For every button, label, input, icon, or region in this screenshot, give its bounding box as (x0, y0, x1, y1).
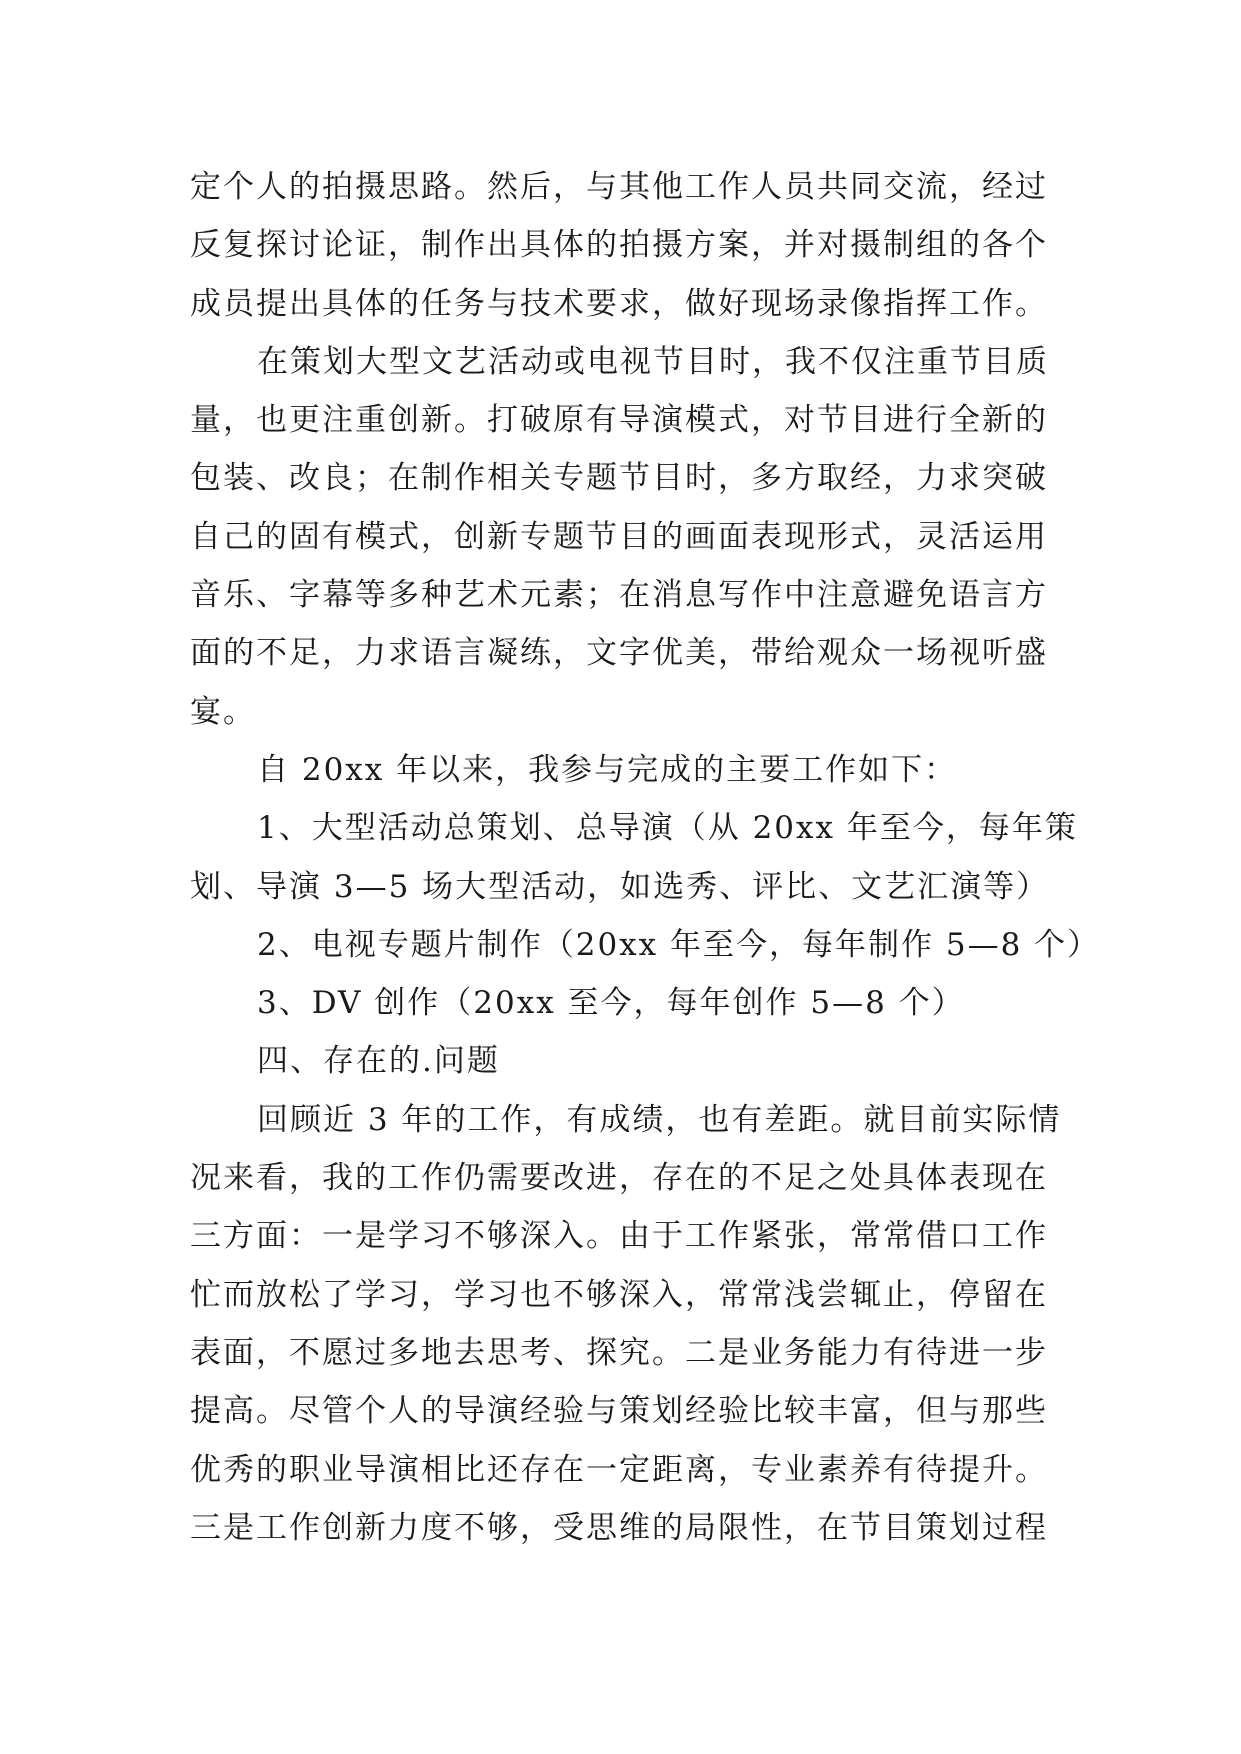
text-line: 在策划大型文艺活动或电视节目时，我不仅注重节目质 (257, 343, 1049, 380)
text-line: 忙而放松了学习，学习也不够深入，常常浅尝辄止，停留在 (190, 1276, 1048, 1313)
text-line: 三方面：一是学习不够深入。由于工作紧张，常常借口工作 (190, 1218, 1048, 1255)
text-line: 况来看，我的工作仍需要改进，存在的不足之处具体表现在 (190, 1160, 1048, 1197)
text-line: 量，也更注重创新。打破原有导演模式，对节目进行全新的 (190, 402, 1048, 439)
text-line: 成员提出具体的任务与技术要求，做好现场录像指挥工作。 (190, 285, 1048, 322)
text-line: 定个人的拍摄思路。然后，与其他工作人员共同交流，经过 (190, 169, 1048, 205)
text-line: 音乐、字幕等多种艺术元素；在消息写作中注意避免语言方 (190, 577, 1048, 614)
text-line: 提高。尽管个人的导演经验与策划经验比较丰富，但与那些 (190, 1393, 1048, 1430)
text-line: 宴。 (190, 693, 256, 730)
text-line: 划、导演 3—5 场大型活动，如选秀、评比、文艺汇演等） (190, 868, 1050, 905)
text-line: 自 20xx 年以来，我参与完成的主要工作如下： (257, 751, 958, 788)
text-line: 面的不足，力求语言凝练，文字优美，带给观众一场视听盛 (190, 635, 1048, 672)
text-line: 表面，不愿过多地去思考、探究。二是业务能力有待进一步 (190, 1334, 1048, 1371)
text-line: 优秀的职业导演相比还存在一定距离，专业素养有待提升。 (190, 1451, 1048, 1488)
text-line: 3、DV 创作（20xx 至今，每年创作 5—8 个） (257, 985, 965, 1022)
text-line: 三是工作创新力度不够，受思维的局限性，在节目策划过程 (190, 1509, 1048, 1546)
text-line: 2、电视专题片制作（20xx 年至今，每年制作 5—8 个） (257, 926, 1101, 963)
text-line: 包装、改良；在制作相关专题节目时，多方取经，力求突破 (190, 460, 1048, 497)
document-body (190, 158, 1101, 1557)
text-line: 四、存在的.问题 (257, 1043, 500, 1080)
text-line: 自己的固有模式，创新专题节目的画面表现形式，灵活运用 (190, 518, 1048, 555)
text-line: 反复探讨论证，制作出具体的拍摄方案，并对摄制组的各个 (190, 227, 1048, 264)
text-line: 回顾近 3 年的工作，有成绩，也有差距。就目前实际情 (257, 1101, 1062, 1138)
text-line: 1、大型活动总策划、总导演（从 20xx 年至今，每年策 (257, 810, 1078, 847)
